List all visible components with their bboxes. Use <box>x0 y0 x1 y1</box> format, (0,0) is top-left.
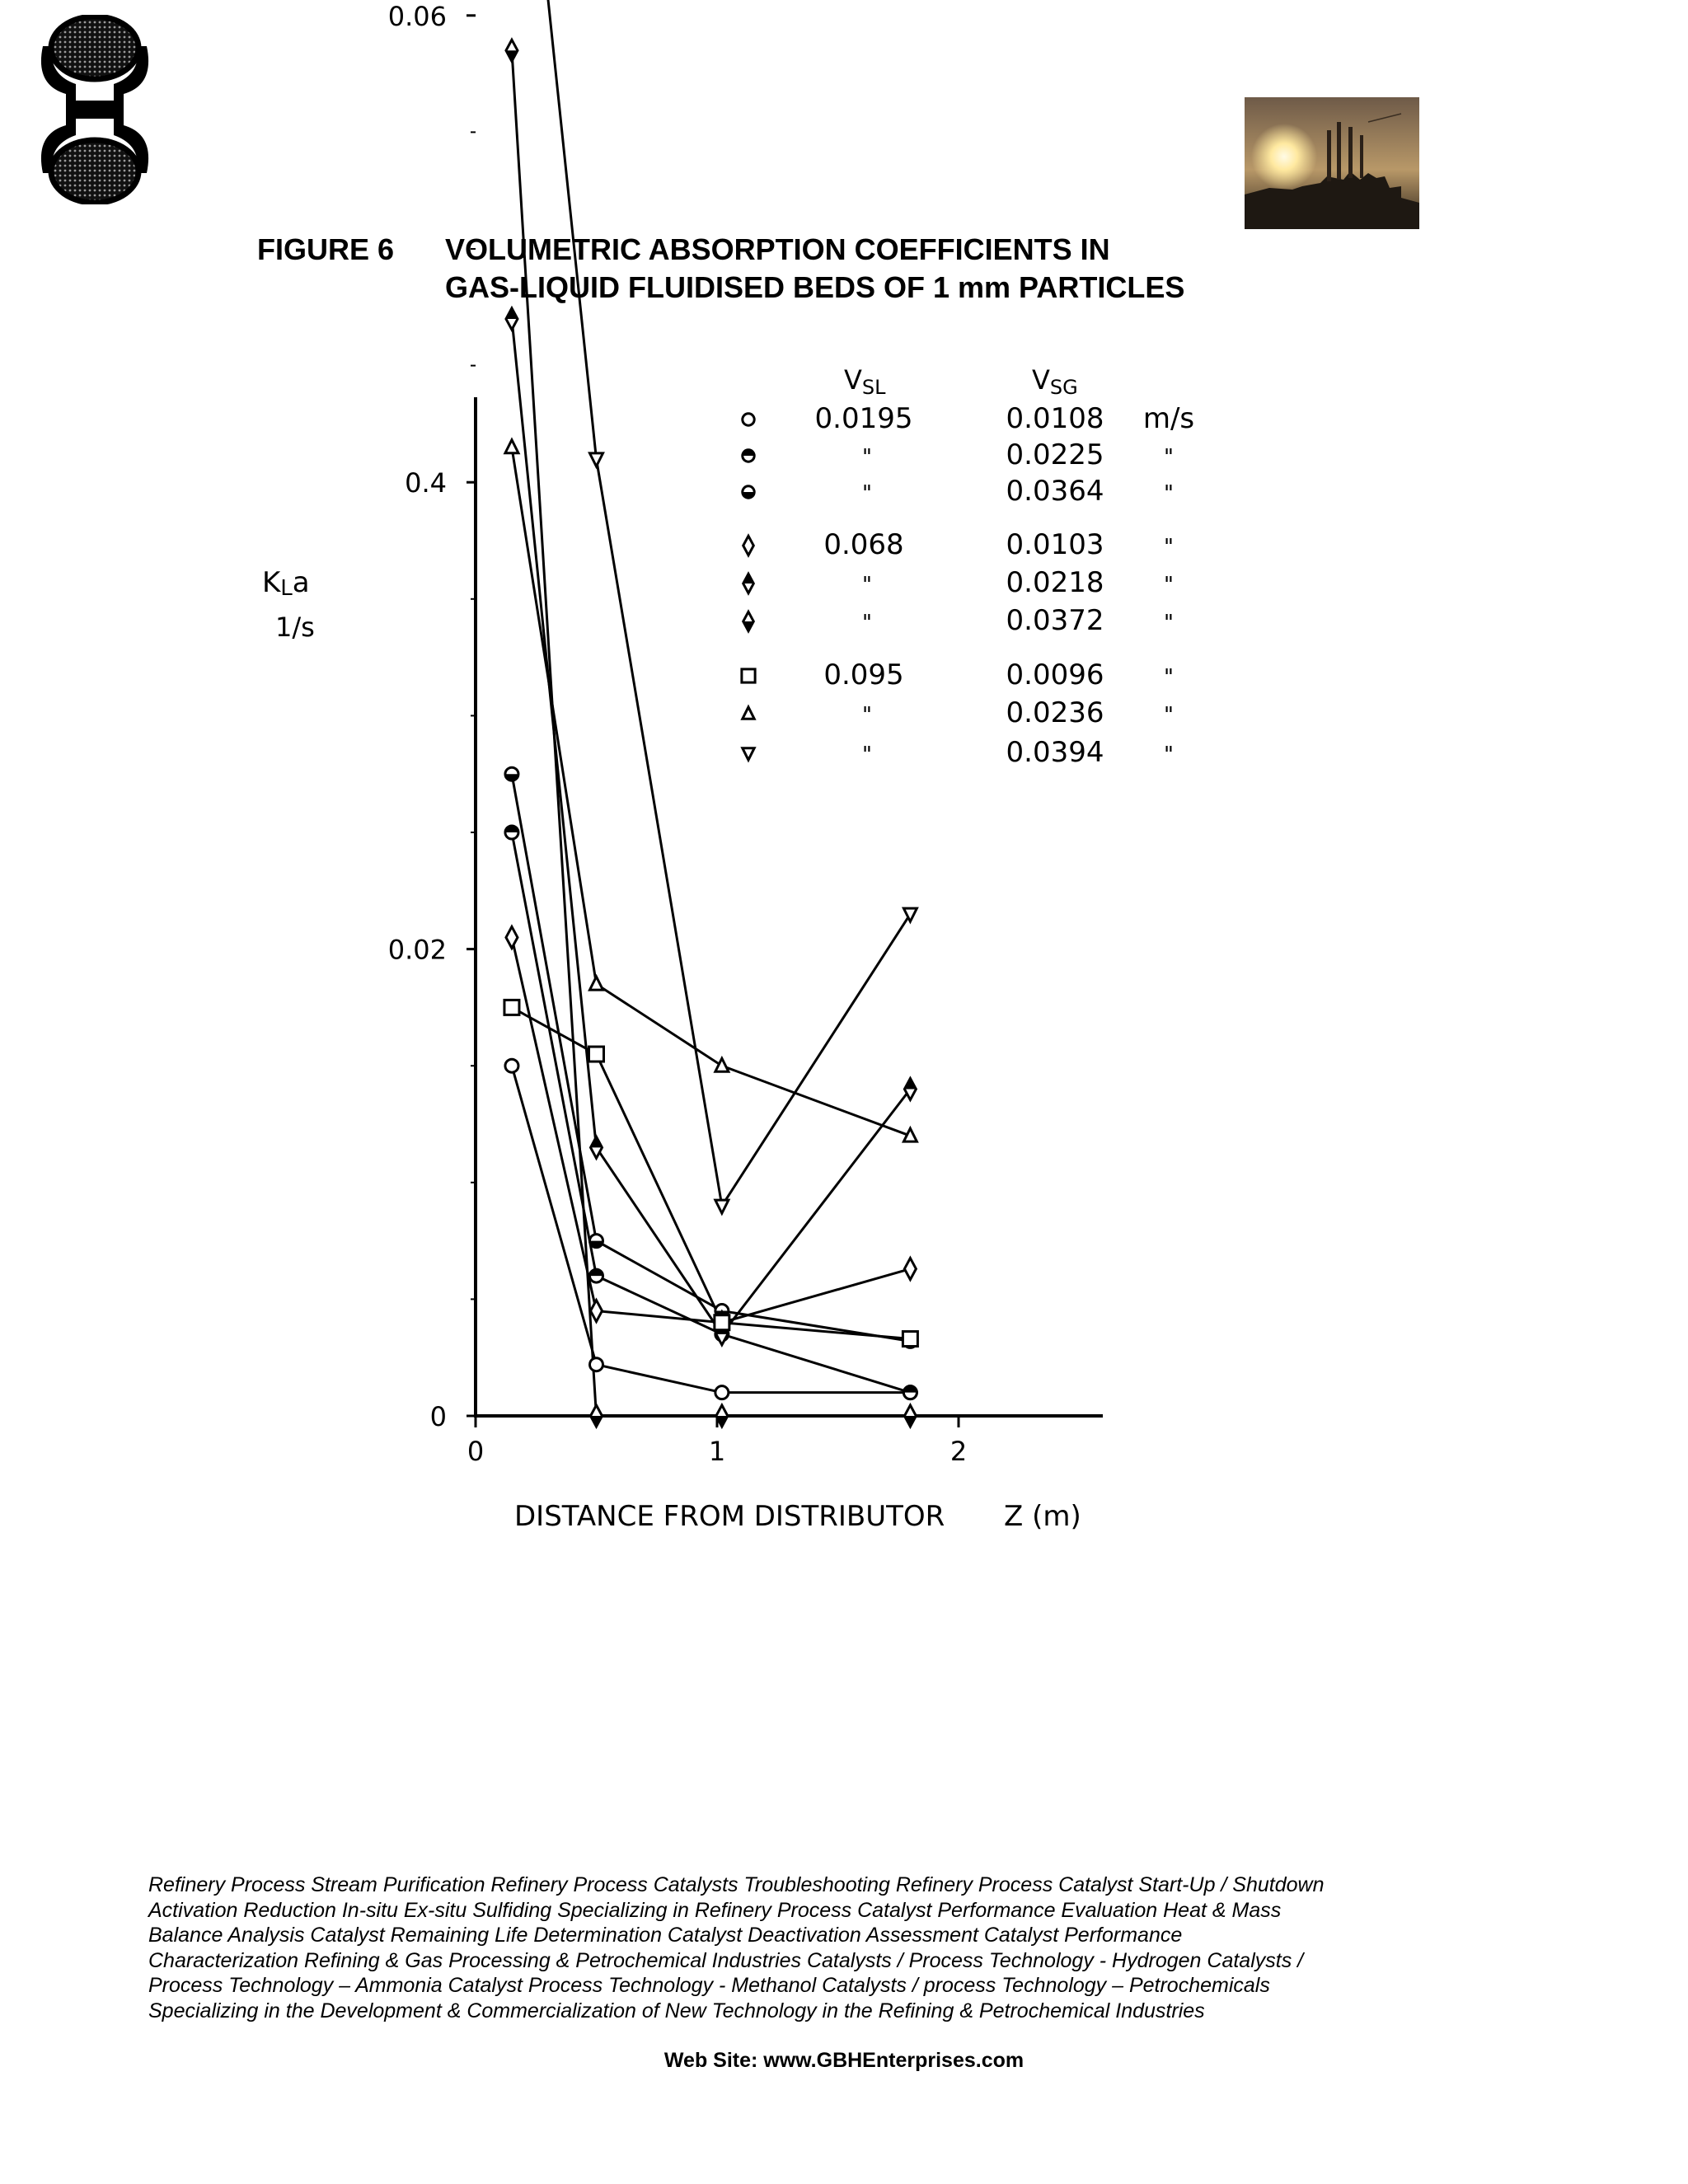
figure-number: FIGURE 6 <box>257 232 395 266</box>
footer-services-text <box>148 1872 1434 2023</box>
x-tick-label: 1 <box>708 1436 726 1467</box>
data-point-circle-half-top <box>505 826 518 839</box>
data-point-triangle-down <box>743 748 754 760</box>
data-point-square <box>504 1000 519 1015</box>
footer-line: Specializing in the Development & Commercialization of New Technology in the Refining & Petrochemical Industries <box>148 1999 1205 2022</box>
x-axis-label: DISTANCE FROM DISTRIBUTOR <box>514 1500 945 1533</box>
legend-row <box>743 736 1174 769</box>
data-point-diamond <box>904 1258 916 1280</box>
legend-unit: " <box>1164 573 1174 598</box>
data-point-diamond-half-top <box>904 1079 916 1100</box>
legend-vsl-value: " <box>862 743 872 767</box>
legend-vsg-value: 0.0236 <box>1006 696 1104 729</box>
legend-vsl-value: " <box>862 611 872 635</box>
footer-line: Characterization Refining & Gas Processing & Petrochemical Industries Catalysts / Process Technology - Hydrogen Catalysts / <box>148 1948 1304 1972</box>
legend-row <box>743 604 1174 637</box>
series-line-square <box>512 1007 910 1338</box>
legend-vsl-value: 0.068 <box>823 528 904 561</box>
data-point-circle-half-bottom <box>743 486 754 498</box>
y-axis-unit: 1/s <box>275 612 315 643</box>
legend-vsl-value: 0.095 <box>823 658 904 691</box>
data-point-triangle-up <box>903 1128 917 1141</box>
legend-vsl-value: " <box>862 703 872 728</box>
legend-unit: " <box>1164 445 1174 470</box>
legend-vsg-value: 0.0225 <box>1006 438 1104 471</box>
data-point-circle <box>743 414 754 425</box>
data-point-circle-half-bottom <box>590 1235 603 1248</box>
series-line-diamond-half-bottom <box>512 50 910 1416</box>
data-point-diamond <box>506 926 518 948</box>
legend-row <box>743 402 1194 435</box>
legend-unit: m/s <box>1142 402 1195 435</box>
data-point-square <box>903 1332 917 1347</box>
x-tick-label: 2 <box>950 1436 968 1467</box>
legend-vsg-value: 0.0394 <box>1006 736 1104 769</box>
legend-vsl-value: " <box>862 481 872 506</box>
chart-legend <box>742 364 1194 769</box>
legend-vsl-value: " <box>862 573 872 598</box>
y-tick-label: 0 <box>429 1401 447 1432</box>
y-tick-label: 0.4 <box>405 467 447 499</box>
legend-vsg-value: 0.0096 <box>1006 658 1104 691</box>
y-tick-label: 0.06 <box>387 0 447 32</box>
legend-row <box>742 658 1174 691</box>
legend-unit: " <box>1164 481 1174 506</box>
data-point-diamond-half-bottom <box>591 1405 603 1427</box>
data-point-triangle-down <box>590 453 603 466</box>
x-tick-label: 0 <box>467 1436 485 1467</box>
series-markers <box>504 0 917 1427</box>
data-point-diamond-half-top <box>743 574 754 593</box>
data-point-circle-half-top <box>743 450 754 462</box>
data-point-triangle-up <box>715 1058 729 1071</box>
legend-row <box>743 528 1174 561</box>
y-tick-label: 0.02 <box>387 934 447 966</box>
website-link[interactable]: Web Site: www.GBHEnterprises.com <box>663 2049 1025 2072</box>
legend-row <box>743 438 1174 471</box>
legend-header-vsl: VSL <box>844 364 886 399</box>
legend-row <box>743 566 1174 599</box>
legend-header-vsg: VSG <box>1032 364 1078 399</box>
data-point-circle-half-top <box>903 1386 917 1399</box>
data-point-square <box>715 1315 729 1330</box>
footer-line: Balance Analysis Catalyst Remaining Life Determination Catalyst Deactivation Assessment Catalyst Performance <box>148 1924 1183 1947</box>
legend-unit: " <box>1164 535 1174 560</box>
x-axis-unit: Z (m) <box>1004 1500 1081 1533</box>
legend-unit: " <box>1164 611 1174 635</box>
footer-line: Process Technology – Ammonia Catalyst Process Technology - Methanol Catalysts / process Technology – Petrochemicals <box>148 1974 1270 1997</box>
legend-vsg-value: 0.0108 <box>1006 402 1104 435</box>
y-axis-label: KLa <box>262 566 310 601</box>
data-point-diamond-half-bottom <box>506 40 518 61</box>
data-point-circle <box>590 1358 603 1371</box>
data-point-diamond-half-top <box>506 308 518 330</box>
legend-vsg-value: 0.0364 <box>1006 475 1104 508</box>
data-point-square <box>589 1047 604 1062</box>
figure-title-line-1: VOLUMETRIC ABSORPTION COEFFICIENTS IN <box>445 232 1110 266</box>
legend-row <box>743 475 1174 508</box>
legend-unit: " <box>1164 703 1174 728</box>
legend-vsg-value: 0.0218 <box>1006 566 1104 599</box>
data-point-diamond <box>743 536 754 555</box>
data-point-circle <box>505 1059 518 1072</box>
legend-rows <box>742 402 1194 769</box>
data-point-triangle-up <box>590 977 603 990</box>
y-axis-ticks <box>388 0 476 1432</box>
legend-vsl-value: " <box>862 445 872 470</box>
footer-line: Activation Reduction In-situ Ex-situ Sulfiding Specializing in Refinery Process Catalyst Performance Evaluation Heat & Mass <box>148 1898 1282 1922</box>
data-point-triangle-up <box>743 707 754 719</box>
legend-row <box>743 696 1174 729</box>
data-point-triangle-down <box>715 1200 729 1213</box>
data-point-circle-half-bottom <box>505 767 518 780</box>
x-axis-ticks <box>467 1416 967 1467</box>
series-line-diamond <box>512 937 910 1322</box>
figure-title-line-2: GAS-LIQUID FLUIDISED BEDS OF 1 mm PARTICLES <box>445 270 1185 304</box>
legend-vsg-value: 0.0372 <box>1006 604 1104 637</box>
series-lines <box>512 0 910 1416</box>
legend-unit: " <box>1164 743 1174 767</box>
data-point-diamond-half-bottom <box>743 612 754 630</box>
data-point-triangle-up <box>505 440 518 453</box>
footer-line: Refinery Process Stream Purification Refinery Process Catalysts Troubleshooting Refinery Process Catalyst Start-Up / Shutdown <box>148 1873 1325 1896</box>
legend-unit: " <box>1164 665 1174 690</box>
data-point-diamond <box>591 1301 603 1322</box>
data-point-circle <box>715 1386 729 1399</box>
legend-vsl-value: 0.0195 <box>814 402 913 435</box>
data-point-circle-half-top <box>590 1269 603 1282</box>
data-point-diamond-half-bottom <box>904 1405 916 1427</box>
data-point-square <box>742 669 755 682</box>
legend-vsg-value: 0.0103 <box>1006 528 1104 561</box>
